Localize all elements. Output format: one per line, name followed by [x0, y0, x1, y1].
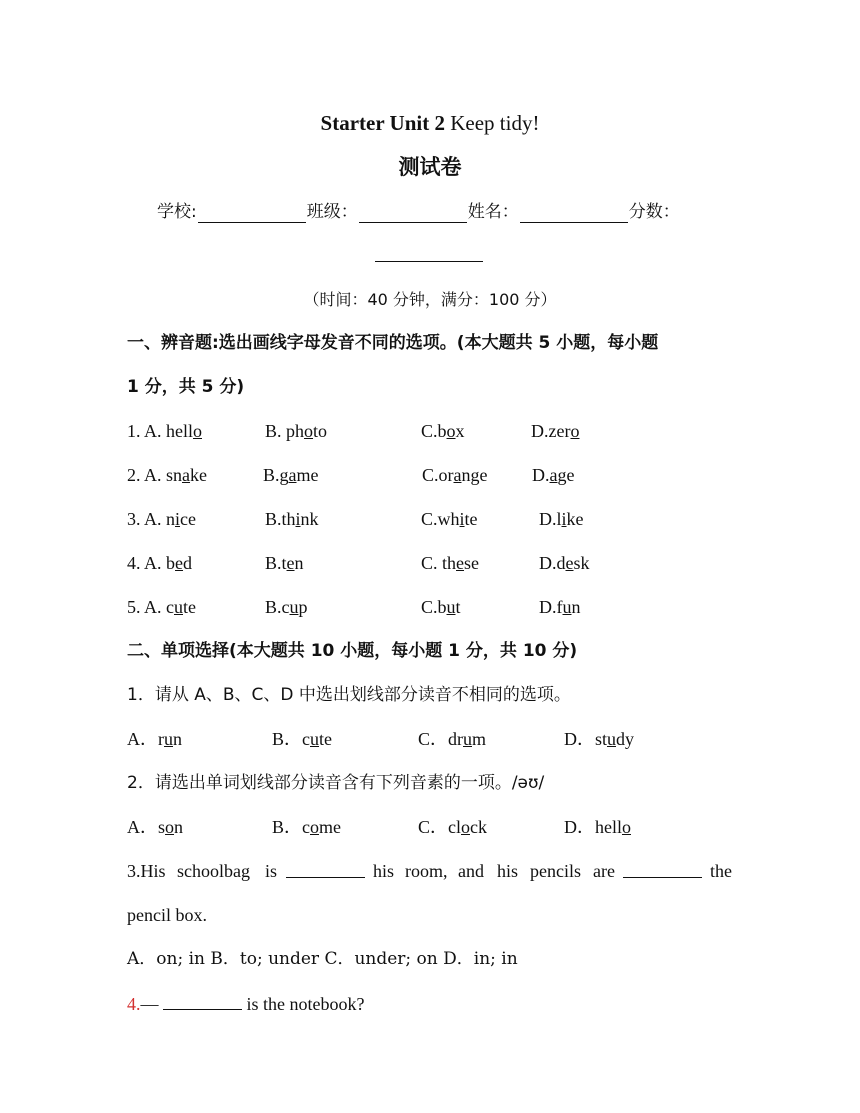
option-a: 5. A. cute: [127, 597, 196, 617]
school-field[interactable]: [198, 204, 306, 223]
option-d: D.fun: [539, 597, 581, 617]
document-subtitle: 测试卷: [398, 155, 462, 179]
score-label: 分数：: [628, 202, 680, 222]
option-d: D．hello: [564, 817, 631, 837]
section2-heading: 二、单项选择(本大题共 10 小题，每小题 1 分，共 10 分): [127, 641, 578, 661]
option-b: B．cute: [272, 729, 332, 749]
option-c: C.orange: [422, 465, 488, 485]
option-b: B.ten: [265, 553, 304, 573]
option-b: B．come: [272, 817, 341, 837]
q1-prompt: 1．请从 A、B、C、D 中选出划线部分读音不相同的选项。: [127, 685, 571, 705]
q2-prompt: 2．请选出单词划线部分读音含有下列音素的一项。/əʊ/: [127, 773, 545, 793]
time-note: （时间：40 分钟，满分：100 分）: [303, 290, 557, 309]
option-d: D.desk: [539, 553, 590, 573]
option-d: D.zero: [531, 421, 580, 441]
option-a: 4. A. bed: [127, 553, 193, 573]
score-field[interactable]: [375, 243, 483, 262]
option-a: A．run: [127, 729, 182, 749]
option-a: A．son: [127, 817, 184, 837]
section1-heading-cont: 1 分，共 5 分): [127, 377, 245, 397]
answer-blank[interactable]: [623, 860, 702, 878]
answer-blank[interactable]: [286, 860, 365, 878]
name-field[interactable]: [520, 204, 628, 223]
option-c: C. these: [421, 553, 480, 573]
q4-text: is the notebook?: [242, 994, 365, 1014]
q4-stem: [127, 992, 364, 1015]
option-d: D.like: [539, 509, 584, 529]
class-label: 班级：: [306, 202, 358, 222]
option-a: 1. A. hello: [127, 421, 202, 441]
q3-word: his: [373, 861, 395, 881]
option-c: C．clock: [418, 817, 487, 837]
student-info-line: [157, 201, 680, 223]
q3-word: room,: [405, 861, 448, 881]
option-b: B.cup: [265, 597, 308, 617]
q4-dash: —: [140, 994, 163, 1014]
q3-word: his: [497, 861, 519, 881]
class-field[interactable]: [359, 204, 467, 223]
q3-word: 3.His: [127, 861, 166, 881]
q3-word: and: [458, 861, 484, 881]
option-c: C.white: [421, 509, 478, 529]
option-a: 2. A. snake: [127, 465, 208, 485]
option-d: D.age: [532, 465, 575, 485]
q3-word: is: [265, 861, 278, 881]
option-d: D．study: [564, 729, 635, 749]
option-b: B.game: [263, 465, 319, 485]
option-a: 3. A. nice: [127, 509, 197, 529]
section1-heading: 一、辨音题:选出画线字母发音不同的选项。(本大题共 5 小题，每小题: [127, 333, 659, 353]
option-c: C.but: [421, 597, 461, 617]
q3-word: the: [710, 861, 732, 881]
option-c: C.box: [421, 421, 465, 441]
q3-word: are: [593, 861, 615, 881]
q3-options: A．on; in B．to; under C．under; on D．in; in: [127, 949, 518, 969]
q3-stem: [127, 860, 735, 882]
q3-stem-cont: pencil box.: [127, 905, 207, 925]
document-title: Starter Unit 2 Keep tidy!: [320, 111, 540, 135]
name-label: 姓名：: [467, 202, 519, 222]
answer-blank[interactable]: [163, 992, 242, 1010]
option-b: B. photo: [265, 421, 328, 441]
q3-word: schoolbag: [177, 861, 250, 881]
option-b: B.think: [265, 509, 319, 529]
school-label: 学校:: [157, 202, 197, 222]
option-c: C．drum: [418, 729, 487, 749]
q4-number: 4.: [127, 994, 141, 1014]
q3-word: pencils: [530, 861, 581, 881]
